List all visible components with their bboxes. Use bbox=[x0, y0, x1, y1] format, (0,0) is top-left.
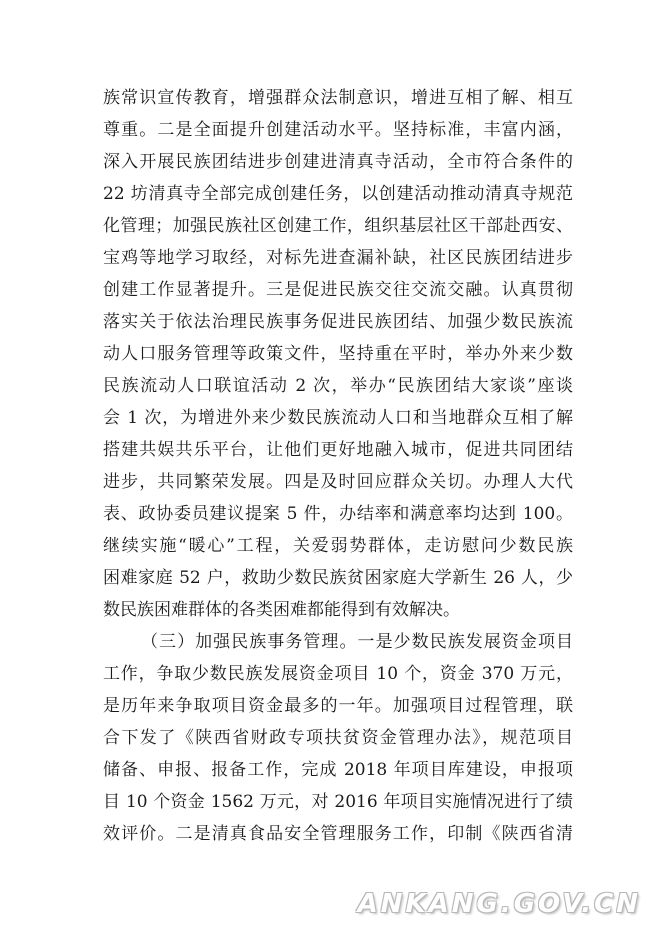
text-line: 合下发了《陕西省财政专项扶贫资金管理办法》，规范项目 bbox=[103, 728, 573, 748]
text-line: 民族流动人口联谊活动 2 次，举办“民族团结大家谈”座谈 bbox=[103, 376, 573, 396]
text-line: 会 1 次，为增进外来少数民族流动人口和当地群众互相了解 bbox=[103, 408, 573, 428]
text-line: 深入开展民族团结进步创建进清真寺活动，全市符合条件的 bbox=[103, 152, 573, 172]
text-line: 继续实施“暖心”工程，关爱弱势群体，走访慰问少数民族 bbox=[103, 536, 573, 556]
text-line: 落实关于依法治理民族事务促进民族团结、加强少数民族流 bbox=[103, 312, 573, 332]
text-line: 数民族困难群体的各类困难都能得到有效解决。 bbox=[103, 600, 460, 620]
text-line: 搭建共娱共乐平台，让他们更好地融入城市，促进共同团结 bbox=[103, 440, 573, 460]
text-line: 动人口服务管理等政策文件，坚持重在平时，举办外来少数 bbox=[103, 344, 573, 364]
text-line: 表、政协委员建议提案 5 件，办结率和满意率均达到 100。 bbox=[103, 504, 573, 524]
text-line: 创建工作显著提升。三是促进民族交往交流交融。认真贯彻 bbox=[103, 280, 573, 300]
text-line: 是历年来争取项目资金最多的一年。加强项目过程管理，联 bbox=[103, 696, 573, 716]
text-line: 宝鸡等地学习取经，对标先进查漏补缺，社区民族团结进步 bbox=[103, 248, 573, 268]
text-line: 化管理；加强民族社区创建工作，组织基层社区干部赴西安、 bbox=[103, 216, 573, 236]
text-line: 储备、申报、报备工作，完成 2018 年项目库建设，申报项 bbox=[103, 760, 573, 780]
site-watermark: ANKANG.GOV.CN bbox=[357, 889, 641, 919]
text-line: 效评价。二是清真食品安全管理服务工作，印制《陕西省清 bbox=[103, 824, 573, 844]
text-line: 困难家庭 52 户，救助少数民族贫困家庭大学新生 26 人，少 bbox=[103, 568, 573, 588]
text-line: 22 坊清真寺全部完成创建任务，以创建活动推动清真寺规范 bbox=[103, 184, 573, 204]
text-line: 族常识宣传教育，增强群众法制意识，增进互相了解、相互 bbox=[103, 88, 573, 108]
text-line: 尊重。二是全面提升创建活动水平。坚持标准，丰富内涵， bbox=[103, 120, 573, 140]
text-line: 工作，争取少数民族发展资金项目 10 个，资金 370 万元， bbox=[103, 664, 573, 684]
text-line: 目 10 个资金 1562 万元，对 2016 年项目实施情况进行了绩 bbox=[103, 792, 573, 812]
text-line: 进步，共同繁荣发展。四是及时回应群众关切。办理人大代 bbox=[103, 472, 573, 492]
section-heading-line: （三）加强民族事务管理。一是少数民族发展资金项目 bbox=[141, 632, 573, 652]
